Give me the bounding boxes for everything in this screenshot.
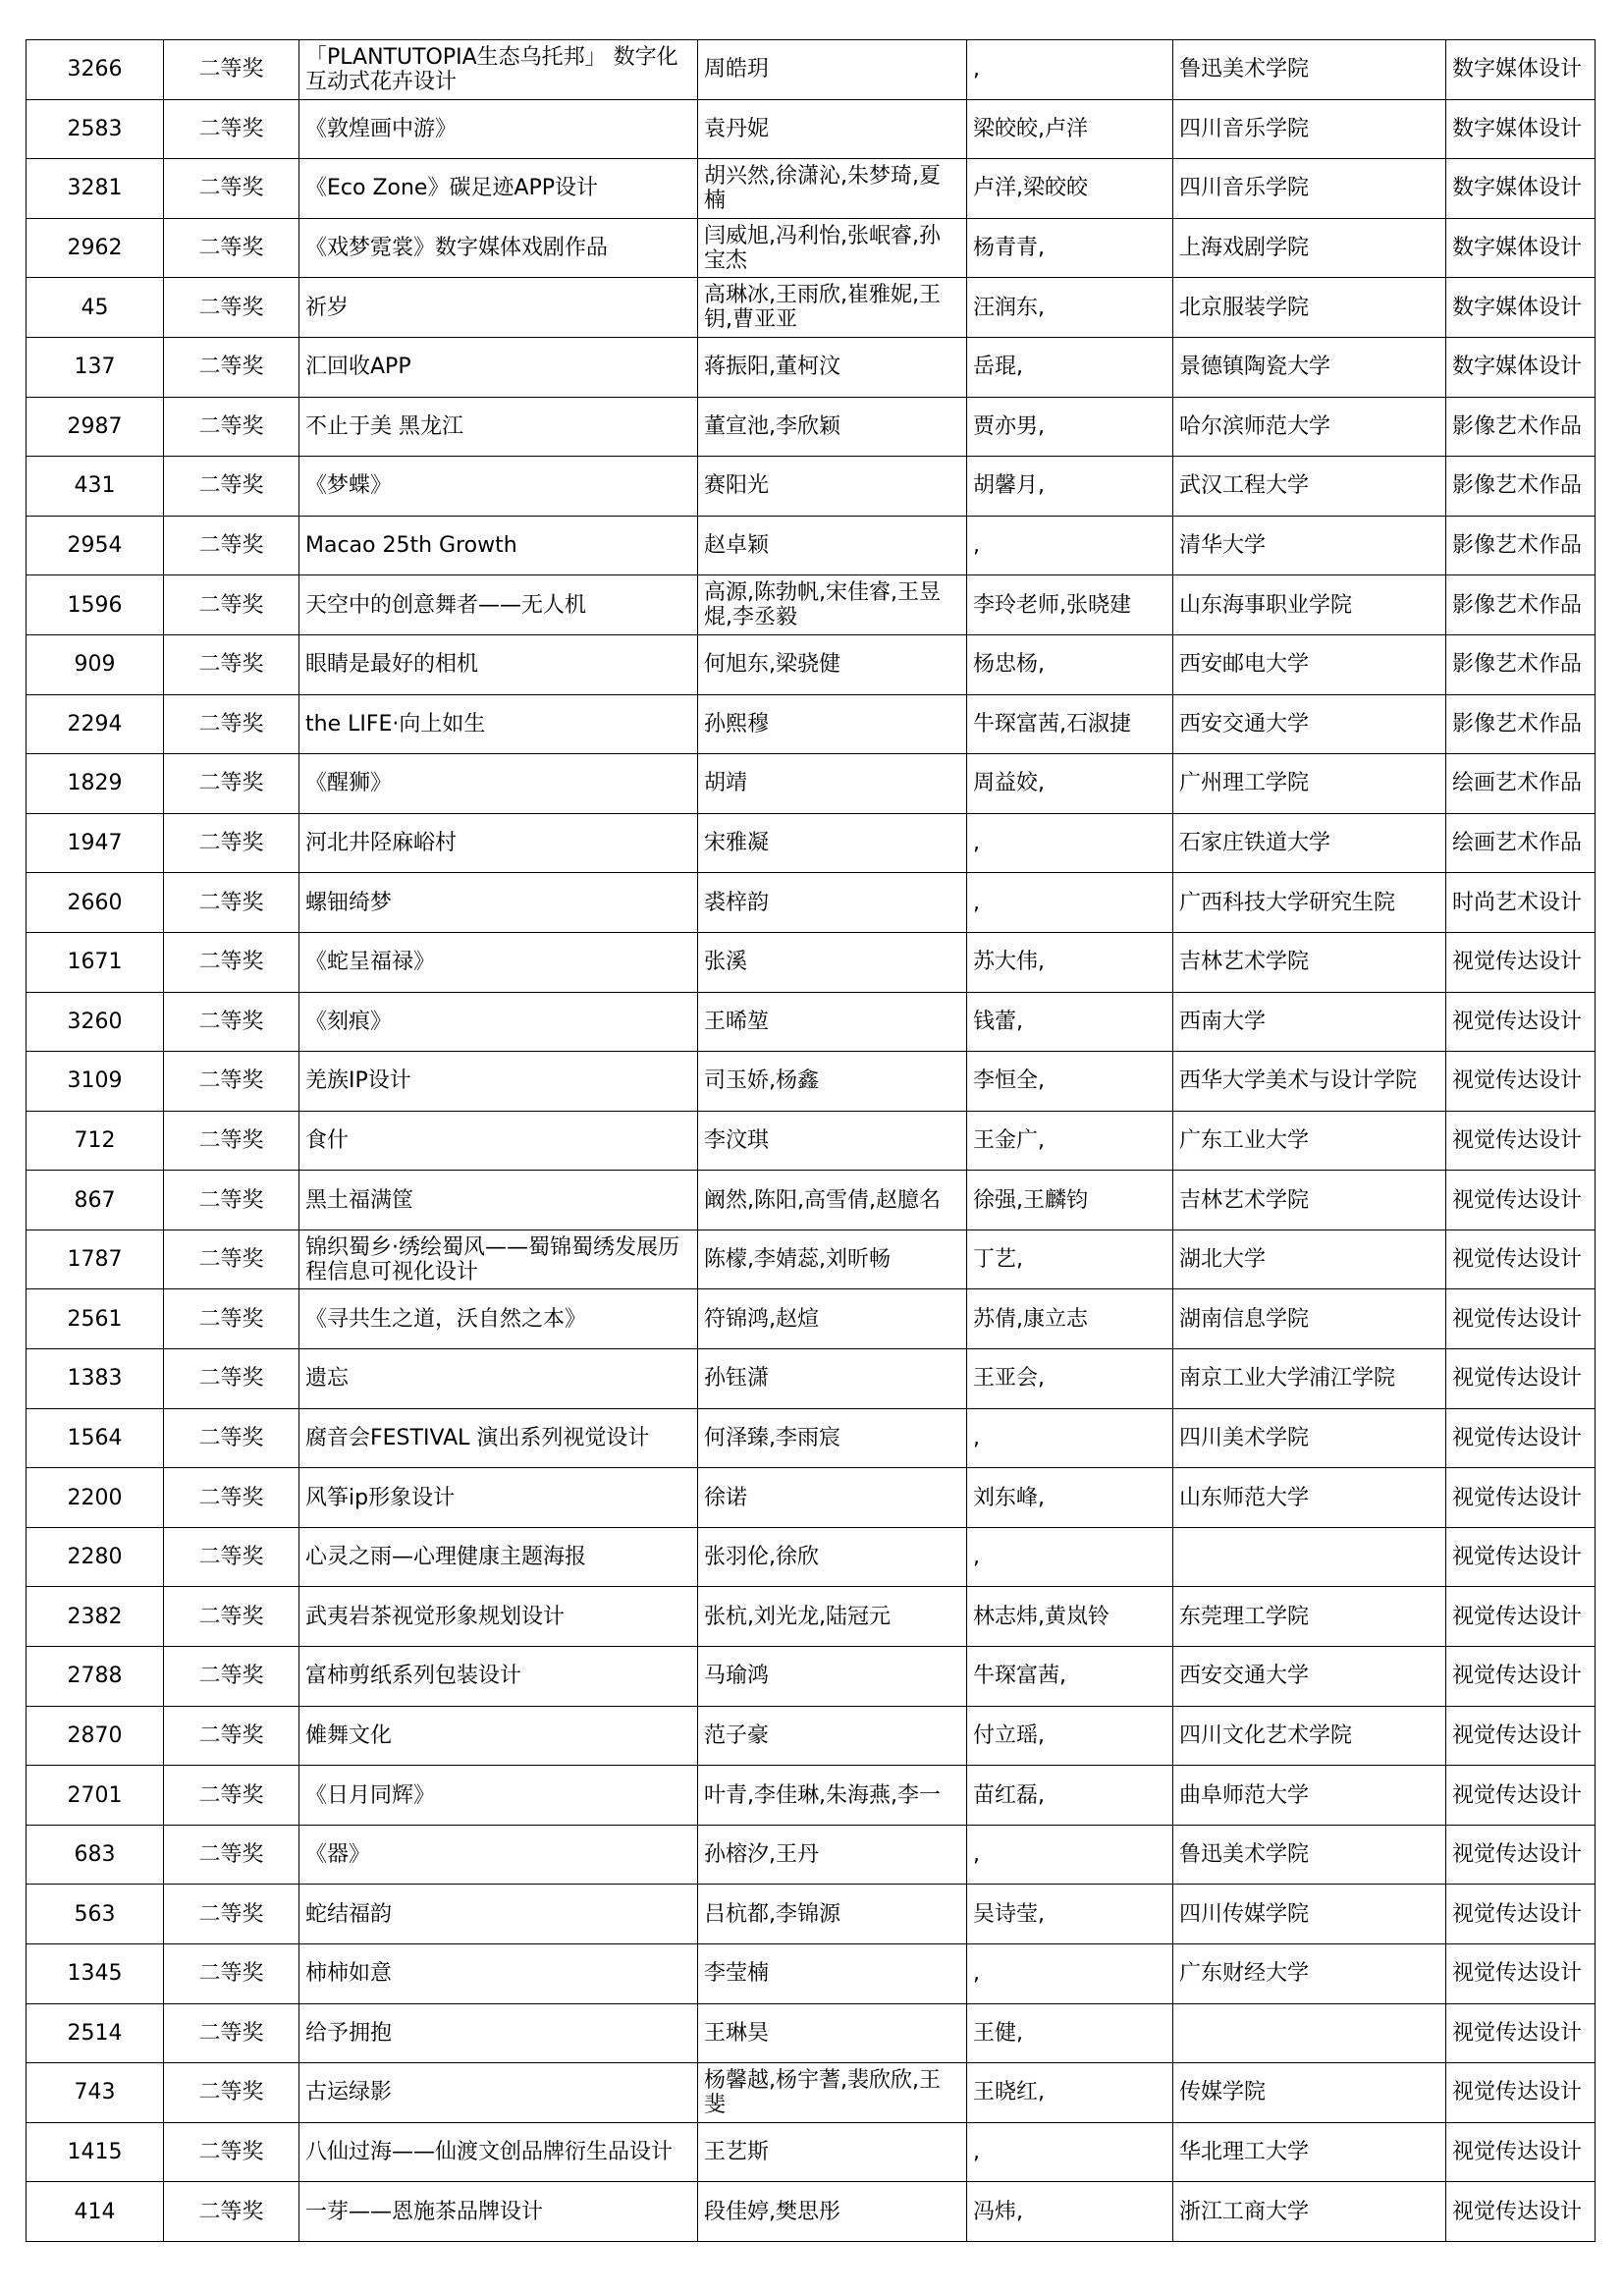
award-level-cell: 二等奖 bbox=[164, 634, 299, 694]
award-level-cell: 二等奖 bbox=[164, 1766, 299, 1826]
award-level-cell: 二等奖 bbox=[164, 516, 299, 575]
school-cell: 景德镇陶瓷大学 bbox=[1173, 337, 1446, 397]
table-row bbox=[27, 1527, 1596, 1587]
authors-cell: 赛阳光 bbox=[698, 457, 967, 517]
entry-id-cell: 1564 bbox=[27, 1408, 164, 1468]
advisors-cell: 胡馨月, bbox=[967, 457, 1173, 517]
award-level-cell: 二等奖 bbox=[164, 1825, 299, 1885]
entry-id-cell: 137 bbox=[27, 337, 164, 397]
authors-cell: 董宣池,李欣颖 bbox=[698, 397, 967, 457]
table-row bbox=[27, 1825, 1596, 1885]
authors-cell: 司玉娇,杨鑫 bbox=[698, 1052, 967, 1112]
authors-cell: 孙榕汐,王丹 bbox=[698, 1825, 967, 1885]
authors-cell: 高源,陈勃帆,宋佳睿,王昱焜,李丞毅 bbox=[698, 575, 967, 635]
entry-id-cell: 414 bbox=[27, 2182, 164, 2242]
category-cell: 视觉传达设计 bbox=[1446, 1171, 1596, 1230]
school-cell: 西南大学 bbox=[1173, 992, 1446, 1052]
category-cell: 视觉传达设计 bbox=[1446, 1349, 1596, 1409]
category-cell: 数字媒体设计 bbox=[1446, 278, 1596, 338]
work-title-cell: 天空中的创意舞者——无人机 bbox=[299, 575, 698, 635]
advisors-cell: 林志炜,黄岚铃 bbox=[967, 1587, 1173, 1647]
entry-id-cell: 2583 bbox=[27, 99, 164, 159]
advisors-cell: 钱蕾, bbox=[967, 992, 1173, 1052]
advisors-cell: 卢洋,梁皎皎 bbox=[967, 159, 1173, 219]
table-row bbox=[27, 159, 1596, 219]
work-title-cell: 「PLANTUTOPIA生态乌托邦」 数字化互动式花卉设计 bbox=[299, 40, 698, 100]
work-title-cell: 一芽——恩施茶品牌设计 bbox=[299, 2182, 698, 2242]
category-cell: 视觉传达设计 bbox=[1446, 932, 1596, 992]
category-cell: 视觉传达设计 bbox=[1446, 1527, 1596, 1587]
entry-id-cell: 3109 bbox=[27, 1052, 164, 1112]
table-row bbox=[27, 1468, 1596, 1528]
work-title-cell: 《敦煌画中游》 bbox=[299, 99, 698, 159]
advisors-cell: , bbox=[967, 813, 1173, 873]
entry-id-cell: 1947 bbox=[27, 813, 164, 873]
authors-cell: 何泽臻,李雨宸 bbox=[698, 1408, 967, 1468]
entry-id-cell: 1415 bbox=[27, 2122, 164, 2182]
school-cell: 清华大学 bbox=[1173, 516, 1446, 575]
award-level-cell: 二等奖 bbox=[164, 457, 299, 517]
school-cell: 广东工业大学 bbox=[1173, 1111, 1446, 1171]
work-title-cell: 《刻痕》 bbox=[299, 992, 698, 1052]
award-level-cell: 二等奖 bbox=[164, 218, 299, 278]
award-level-cell: 二等奖 bbox=[164, 1408, 299, 1468]
category-cell: 时尚艺术设计 bbox=[1446, 873, 1596, 933]
school-cell: 西安邮电大学 bbox=[1173, 634, 1446, 694]
advisors-cell: 苏大伟, bbox=[967, 932, 1173, 992]
entry-id-cell: 2514 bbox=[27, 2003, 164, 2063]
table-row bbox=[27, 99, 1596, 159]
authors-cell: 陈檬,李婧蕊,刘昕畅 bbox=[698, 1230, 967, 1289]
category-cell: 影像艺术作品 bbox=[1446, 575, 1596, 635]
work-title-cell: 眼睛是最好的相机 bbox=[299, 634, 698, 694]
authors-cell: 蒋振阳,董柯汶 bbox=[698, 337, 967, 397]
entry-id-cell: 2701 bbox=[27, 1766, 164, 1826]
advisors-cell: 苗红磊, bbox=[967, 1766, 1173, 1826]
authors-cell: 徐诺 bbox=[698, 1468, 967, 1528]
category-cell: 绘画艺术作品 bbox=[1446, 813, 1596, 873]
school-cell: 北京服装学院 bbox=[1173, 278, 1446, 338]
entry-id-cell: 712 bbox=[27, 1111, 164, 1171]
authors-cell: 符锦鸿,赵煊 bbox=[698, 1289, 967, 1349]
table-row bbox=[27, 1885, 1596, 1944]
award-level-cell: 二等奖 bbox=[164, 1468, 299, 1528]
school-cell: 四川美术学院 bbox=[1173, 1408, 1446, 1468]
advisors-cell: 冯炜, bbox=[967, 2182, 1173, 2242]
work-title-cell: 《Eco Zone》碳足迹APP设计 bbox=[299, 159, 698, 219]
school-cell: 湖北大学 bbox=[1173, 1230, 1446, 1289]
work-title-cell: 《蛇呈福禄》 bbox=[299, 932, 698, 992]
work-title-cell: 遗忘 bbox=[299, 1349, 698, 1409]
entry-id-cell: 1787 bbox=[27, 1230, 164, 1289]
advisors-cell: , bbox=[967, 2122, 1173, 2182]
work-title-cell: 食什 bbox=[299, 1111, 698, 1171]
table-row bbox=[27, 1171, 1596, 1230]
advisors-cell: 杨青青, bbox=[967, 218, 1173, 278]
authors-cell: 高琳冰,王雨欣,崔雅妮,王钥,曹亚亚 bbox=[698, 278, 967, 338]
advisors-cell: , bbox=[967, 873, 1173, 933]
work-title-cell: 黑土福满筐 bbox=[299, 1171, 698, 1230]
advisors-cell: 王金广, bbox=[967, 1111, 1173, 1171]
table-row bbox=[27, 516, 1596, 575]
table-row bbox=[27, 218, 1596, 278]
work-title-cell: 《日月同辉》 bbox=[299, 1766, 698, 1826]
authors-cell: 王晞堃 bbox=[698, 992, 967, 1052]
table-row bbox=[27, 932, 1596, 992]
advisors-cell: , bbox=[967, 1527, 1173, 1587]
advisors-cell: , bbox=[967, 1825, 1173, 1885]
work-title-cell: 羌族IP设计 bbox=[299, 1052, 698, 1112]
award-level-cell: 二等奖 bbox=[164, 1289, 299, 1349]
school-cell: 西安交通大学 bbox=[1173, 694, 1446, 754]
award-level-cell: 二等奖 bbox=[164, 337, 299, 397]
award-level-cell: 二等奖 bbox=[164, 2063, 299, 2123]
work-title-cell: the LIFE·向上如生 bbox=[299, 694, 698, 754]
advisors-cell: 李玲老师,张晓建 bbox=[967, 575, 1173, 635]
award-level-cell: 二等奖 bbox=[164, 2122, 299, 2182]
entry-id-cell: 1596 bbox=[27, 575, 164, 635]
category-cell: 视觉传达设计 bbox=[1446, 2003, 1596, 2063]
table-row bbox=[27, 1408, 1596, 1468]
category-cell: 影像艺术作品 bbox=[1446, 694, 1596, 754]
category-cell: 视觉传达设计 bbox=[1446, 1647, 1596, 1707]
category-cell: 影像艺术作品 bbox=[1446, 634, 1596, 694]
authors-cell: 闫威旭,冯利怡,张岷睿,孙宝杰 bbox=[698, 218, 967, 278]
work-title-cell: 古运绿影 bbox=[299, 2063, 698, 2123]
authors-cell: 胡靖 bbox=[698, 754, 967, 814]
school-cell: 华北理工大学 bbox=[1173, 2122, 1446, 2182]
entry-id-cell: 2382 bbox=[27, 1587, 164, 1647]
work-title-cell: 汇回收APP bbox=[299, 337, 698, 397]
work-title-cell: 给予拥抱 bbox=[299, 2003, 698, 2063]
school-cell: 湖南信息学院 bbox=[1173, 1289, 1446, 1349]
advisors-cell: 徐强,王麟钧 bbox=[967, 1171, 1173, 1230]
table-row bbox=[27, 1706, 1596, 1766]
entry-id-cell: 2870 bbox=[27, 1706, 164, 1766]
authors-cell: 张溪 bbox=[698, 932, 967, 992]
work-title-cell: 螺钿绮梦 bbox=[299, 873, 698, 933]
school-cell: 山东海事职业学院 bbox=[1173, 575, 1446, 635]
entry-id-cell: 563 bbox=[27, 1885, 164, 1944]
award-level-cell: 二等奖 bbox=[164, 992, 299, 1052]
table-row bbox=[27, 337, 1596, 397]
category-cell: 视觉传达设计 bbox=[1446, 2122, 1596, 2182]
school-cell: 传媒学院 bbox=[1173, 2063, 1446, 2123]
advisors-cell: 丁艺, bbox=[967, 1230, 1173, 1289]
entry-id-cell: 2561 bbox=[27, 1289, 164, 1349]
authors-cell: 李汶琪 bbox=[698, 1111, 967, 1171]
work-title-cell: 《寻共生之道，沃自然之本》 bbox=[299, 1289, 698, 1349]
advisors-cell: 王健, bbox=[967, 2003, 1173, 2063]
work-title-cell: 《戏梦霓裳》数字媒体戏剧作品 bbox=[299, 218, 698, 278]
advisors-cell: 付立瑶, bbox=[967, 1706, 1173, 1766]
category-cell: 数字媒体设计 bbox=[1446, 218, 1596, 278]
category-cell: 视觉传达设计 bbox=[1446, 1468, 1596, 1528]
category-cell: 视觉传达设计 bbox=[1446, 992, 1596, 1052]
work-title-cell: 富柿剪纸系列包装设计 bbox=[299, 1647, 698, 1707]
category-cell: 视觉传达设计 bbox=[1446, 1944, 1596, 2004]
school-cell: 山东师范大学 bbox=[1173, 1468, 1446, 1528]
award-level-cell: 二等奖 bbox=[164, 397, 299, 457]
category-cell: 视觉传达设计 bbox=[1446, 1289, 1596, 1349]
authors-cell: 马瑜鸿 bbox=[698, 1647, 967, 1707]
work-title-cell: Macao 25th Growth bbox=[299, 516, 698, 575]
advisors-cell: 李恒全, bbox=[967, 1052, 1173, 1112]
authors-cell: 张杭,刘光龙,陆冠元 bbox=[698, 1587, 967, 1647]
authors-cell: 叶青,李佳琳,朱海燕,李一 bbox=[698, 1766, 967, 1826]
award-level-cell: 二等奖 bbox=[164, 873, 299, 933]
entry-id-cell: 1671 bbox=[27, 932, 164, 992]
advisors-cell: , bbox=[967, 516, 1173, 575]
authors-cell: 孙钰潇 bbox=[698, 1349, 967, 1409]
authors-cell: 胡兴然,徐潇沁,朱梦琦,夏楠 bbox=[698, 159, 967, 219]
award-level-cell: 二等奖 bbox=[164, 575, 299, 635]
work-title-cell: 蛇结福韵 bbox=[299, 1885, 698, 1944]
table-row bbox=[27, 1587, 1596, 1647]
entry-id-cell: 2200 bbox=[27, 1468, 164, 1528]
category-cell: 视觉传达设计 bbox=[1446, 1885, 1596, 1944]
award-level-cell: 二等奖 bbox=[164, 40, 299, 100]
advisors-cell: 吴诗莹, bbox=[967, 1885, 1173, 1944]
authors-cell: 宋雅凝 bbox=[698, 813, 967, 873]
advisors-cell: 杨忠杨, bbox=[967, 634, 1173, 694]
entry-id-cell: 3281 bbox=[27, 159, 164, 219]
category-cell: 数字媒体设计 bbox=[1446, 40, 1596, 100]
award-level-cell: 二等奖 bbox=[164, 1587, 299, 1647]
table-row bbox=[27, 1289, 1596, 1349]
award-level-cell: 二等奖 bbox=[164, 1706, 299, 1766]
entry-id-cell: 2962 bbox=[27, 218, 164, 278]
work-title-cell: 腐音会FESTIVAL 演出系列视觉设计 bbox=[299, 1408, 698, 1468]
advisors-cell: 贾亦男, bbox=[967, 397, 1173, 457]
authors-cell: 周皓玥 bbox=[698, 40, 967, 100]
school-cell: 广东财经大学 bbox=[1173, 1944, 1446, 2004]
school-cell: 四川文化艺术学院 bbox=[1173, 1706, 1446, 1766]
award-level-cell: 二等奖 bbox=[164, 1230, 299, 1289]
award-level-cell: 二等奖 bbox=[164, 159, 299, 219]
work-title-cell: 武夷岩茶视觉形象规划设计 bbox=[299, 1587, 698, 1647]
award-level-cell: 二等奖 bbox=[164, 1111, 299, 1171]
category-cell: 视觉传达设计 bbox=[1446, 2182, 1596, 2242]
entry-id-cell: 2788 bbox=[27, 1647, 164, 1707]
award-level-cell: 二等奖 bbox=[164, 1885, 299, 1944]
school-cell: 哈尔滨师范大学 bbox=[1173, 397, 1446, 457]
school-cell: 西华大学美术与设计学院 bbox=[1173, 1052, 1446, 1112]
authors-cell: 王琳昊 bbox=[698, 2003, 967, 2063]
advisors-cell: , bbox=[967, 1408, 1173, 1468]
entry-id-cell: 867 bbox=[27, 1171, 164, 1230]
school-cell: 广州理工学院 bbox=[1173, 754, 1446, 814]
award-level-cell: 二等奖 bbox=[164, 1171, 299, 1230]
work-title-cell: 风筝ip形象设计 bbox=[299, 1468, 698, 1528]
category-cell: 视觉传达设计 bbox=[1446, 1825, 1596, 1885]
table-row bbox=[27, 40, 1596, 100]
award-level-cell: 二等奖 bbox=[164, 1527, 299, 1587]
award-level-cell: 二等奖 bbox=[164, 2182, 299, 2242]
authors-cell: 裘梓韵 bbox=[698, 873, 967, 933]
award-level-cell: 二等奖 bbox=[164, 754, 299, 814]
school-cell: 四川传媒学院 bbox=[1173, 1885, 1446, 1944]
advisors-cell: 牛琛富茜,石淑捷 bbox=[967, 694, 1173, 754]
table-row bbox=[27, 2063, 1596, 2123]
category-cell: 影像艺术作品 bbox=[1446, 516, 1596, 575]
table-row bbox=[27, 754, 1596, 814]
table-row bbox=[27, 694, 1596, 754]
entry-id-cell: 1345 bbox=[27, 1944, 164, 2004]
entry-id-cell: 683 bbox=[27, 1825, 164, 1885]
work-title-cell: 祈岁 bbox=[299, 278, 698, 338]
table-row bbox=[27, 1111, 1596, 1171]
work-title-cell: 傩舞文化 bbox=[299, 1706, 698, 1766]
table-row bbox=[27, 2182, 1596, 2242]
authors-cell: 范子豪 bbox=[698, 1706, 967, 1766]
school-cell: 鲁迅美术学院 bbox=[1173, 40, 1446, 100]
category-cell: 数字媒体设计 bbox=[1446, 159, 1596, 219]
work-title-cell: 柿柿如意 bbox=[299, 1944, 698, 2004]
authors-cell: 何旭东,梁骁健 bbox=[698, 634, 967, 694]
authors-cell: 李莹楠 bbox=[698, 1944, 967, 2004]
work-title-cell: 河北井陉麻峪村 bbox=[299, 813, 698, 873]
category-cell: 视觉传达设计 bbox=[1446, 1706, 1596, 1766]
school-cell: 西安交通大学 bbox=[1173, 1647, 1446, 1707]
table-row bbox=[27, 813, 1596, 873]
advisors-cell: 王晓红, bbox=[967, 2063, 1173, 2123]
category-cell: 视觉传达设计 bbox=[1446, 1587, 1596, 1647]
table-row bbox=[27, 2122, 1596, 2182]
authors-cell: 赵卓颖 bbox=[698, 516, 967, 575]
work-title-cell: 《醒狮》 bbox=[299, 754, 698, 814]
table-row bbox=[27, 1944, 1596, 2004]
school-cell: 曲阜师范大学 bbox=[1173, 1766, 1446, 1826]
school-cell: 吉林艺术学院 bbox=[1173, 1171, 1446, 1230]
school-cell: 东莞理工学院 bbox=[1173, 1587, 1446, 1647]
school-cell bbox=[1173, 1527, 1446, 1587]
work-title-cell: 八仙过海——仙渡文创品牌衍生品设计 bbox=[299, 2122, 698, 2182]
category-cell: 数字媒体设计 bbox=[1446, 337, 1596, 397]
entry-id-cell: 45 bbox=[27, 278, 164, 338]
table-body bbox=[27, 40, 1596, 2242]
category-cell: 影像艺术作品 bbox=[1446, 457, 1596, 517]
award-level-cell: 二等奖 bbox=[164, 1349, 299, 1409]
table-row bbox=[27, 457, 1596, 517]
table-row bbox=[27, 397, 1596, 457]
entry-id-cell: 3260 bbox=[27, 992, 164, 1052]
table-row bbox=[27, 634, 1596, 694]
work-title-cell: 锦织蜀乡·绣绘蜀风——蜀锦蜀绣发展历程信息可视化设计 bbox=[299, 1230, 698, 1289]
advisors-cell: 梁皎皎,卢洋 bbox=[967, 99, 1173, 159]
table-row bbox=[27, 1766, 1596, 1826]
work-title-cell: 不止于美 黑龙江 bbox=[299, 397, 698, 457]
advisors-cell: 刘东峰, bbox=[967, 1468, 1173, 1528]
school-cell bbox=[1173, 2003, 1446, 2063]
category-cell: 影像艺术作品 bbox=[1446, 397, 1596, 457]
entry-id-cell: 2660 bbox=[27, 873, 164, 933]
advisors-cell: , bbox=[967, 1944, 1173, 2004]
school-cell: 武汉工程大学 bbox=[1173, 457, 1446, 517]
table-row bbox=[27, 278, 1596, 338]
category-cell: 绘画艺术作品 bbox=[1446, 754, 1596, 814]
entry-id-cell: 431 bbox=[27, 457, 164, 517]
table-row bbox=[27, 2003, 1596, 2063]
school-cell: 广西科技大学研究生院 bbox=[1173, 873, 1446, 933]
school-cell: 南京工业大学浦江学院 bbox=[1173, 1349, 1446, 1409]
award-level-cell: 二等奖 bbox=[164, 278, 299, 338]
advisors-cell: 汪润东, bbox=[967, 278, 1173, 338]
entry-id-cell: 2294 bbox=[27, 694, 164, 754]
category-cell: 视觉传达设计 bbox=[1446, 2063, 1596, 2123]
award-level-cell: 二等奖 bbox=[164, 932, 299, 992]
awards-table bbox=[26, 39, 1596, 2242]
authors-cell: 杨馨越,杨宇蓍,裴欣欣,王斐 bbox=[698, 2063, 967, 2123]
authors-cell: 阚然,陈阳,高雪倩,赵臆名 bbox=[698, 1171, 967, 1230]
authors-cell: 孙熙穆 bbox=[698, 694, 967, 754]
entry-id-cell: 1829 bbox=[27, 754, 164, 814]
entry-id-cell: 743 bbox=[27, 2063, 164, 2123]
award-level-cell: 二等奖 bbox=[164, 1052, 299, 1112]
advisors-cell: 王亚会, bbox=[967, 1349, 1173, 1409]
category-cell: 视觉传达设计 bbox=[1446, 1408, 1596, 1468]
authors-cell: 王艺斯 bbox=[698, 2122, 967, 2182]
table-row bbox=[27, 992, 1596, 1052]
category-cell: 视觉传达设计 bbox=[1446, 1766, 1596, 1826]
work-title-cell: 《器》 bbox=[299, 1825, 698, 1885]
advisors-cell: 牛琛富茜, bbox=[967, 1647, 1173, 1707]
category-cell: 数字媒体设计 bbox=[1446, 99, 1596, 159]
school-cell: 四川音乐学院 bbox=[1173, 159, 1446, 219]
school-cell: 上海戏剧学院 bbox=[1173, 218, 1446, 278]
authors-cell: 张羽伦,徐欣 bbox=[698, 1527, 967, 1587]
table-row bbox=[27, 873, 1596, 933]
category-cell: 视觉传达设计 bbox=[1446, 1230, 1596, 1289]
table-row bbox=[27, 1230, 1596, 1289]
school-cell: 四川音乐学院 bbox=[1173, 99, 1446, 159]
category-cell: 视觉传达设计 bbox=[1446, 1111, 1596, 1171]
entry-id-cell: 1383 bbox=[27, 1349, 164, 1409]
entry-id-cell: 2987 bbox=[27, 397, 164, 457]
table-row bbox=[27, 575, 1596, 635]
award-level-cell: 二等奖 bbox=[164, 99, 299, 159]
table-row bbox=[27, 1052, 1596, 1112]
table-row bbox=[27, 1349, 1596, 1409]
authors-cell: 吕杭都,李锦源 bbox=[698, 1885, 967, 1944]
table-row bbox=[27, 1647, 1596, 1707]
advisors-cell: 岳琨, bbox=[967, 337, 1173, 397]
work-title-cell: 心灵之雨—心理健康主题海报 bbox=[299, 1527, 698, 1587]
work-title-cell: 《梦蝶》 bbox=[299, 457, 698, 517]
category-cell: 视觉传达设计 bbox=[1446, 1052, 1596, 1112]
school-cell: 浙江工商大学 bbox=[1173, 2182, 1446, 2242]
advisors-cell: 苏倩,康立志 bbox=[967, 1289, 1173, 1349]
award-level-cell: 二等奖 bbox=[164, 1647, 299, 1707]
school-cell: 鲁迅美术学院 bbox=[1173, 1825, 1446, 1885]
school-cell: 石家庄铁道大学 bbox=[1173, 813, 1446, 873]
award-level-cell: 二等奖 bbox=[164, 694, 299, 754]
authors-cell: 袁丹妮 bbox=[698, 99, 967, 159]
award-level-cell: 二等奖 bbox=[164, 1944, 299, 2004]
authors-cell: 段佳婷,樊思彤 bbox=[698, 2182, 967, 2242]
entry-id-cell: 2280 bbox=[27, 1527, 164, 1587]
advisors-cell: , bbox=[967, 40, 1173, 100]
entry-id-cell: 2954 bbox=[27, 516, 164, 575]
entry-id-cell: 3266 bbox=[27, 40, 164, 100]
entry-id-cell: 909 bbox=[27, 634, 164, 694]
award-level-cell: 二等奖 bbox=[164, 2003, 299, 2063]
school-cell: 吉林艺术学院 bbox=[1173, 932, 1446, 992]
award-level-cell: 二等奖 bbox=[164, 813, 299, 873]
advisors-cell: 周益姣, bbox=[967, 754, 1173, 814]
